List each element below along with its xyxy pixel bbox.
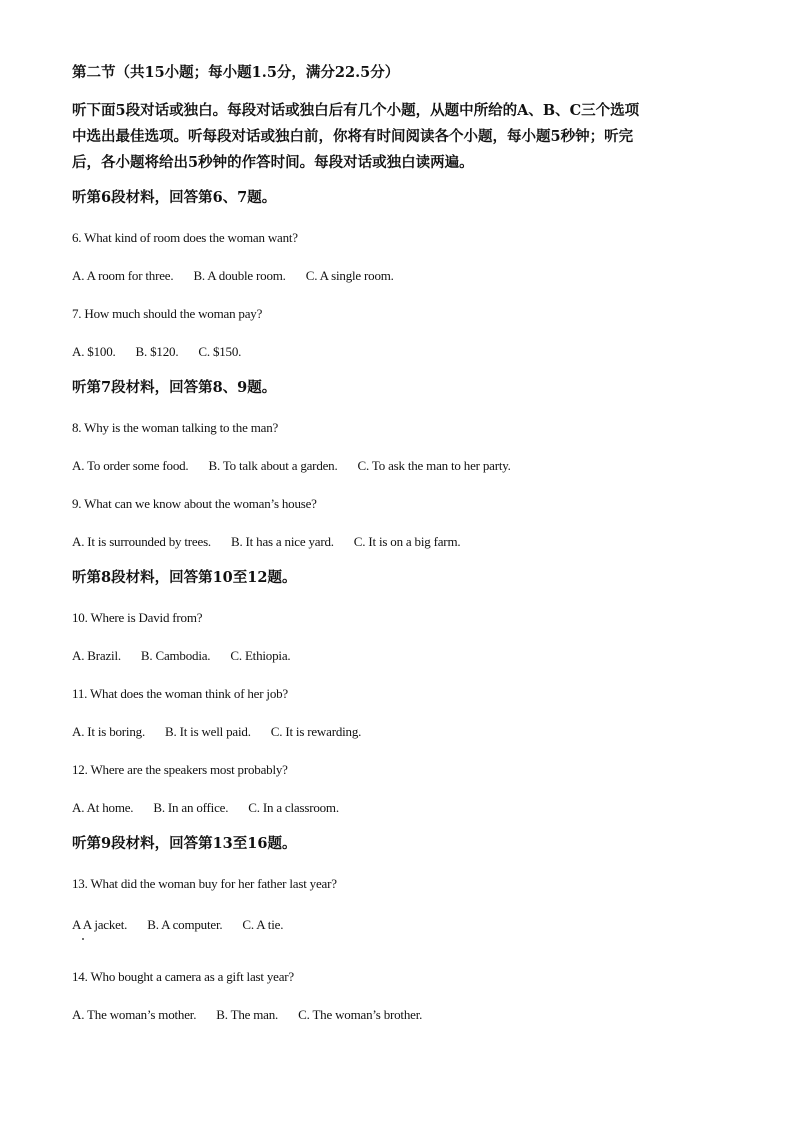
option-9c: C. It is on a big farm. — [353, 534, 461, 549]
question-10: 10. Where is David from? — [72, 610, 203, 625]
option-13c: C. A tie. — [242, 917, 284, 932]
option-13a: A A jacket. — [72, 917, 128, 932]
option-11c: C. It is rewarding. — [270, 724, 362, 739]
option-14b: B. The man. — [216, 1007, 279, 1022]
options-9 — [72, 535, 480, 548]
options-11 — [72, 725, 381, 738]
option-12a: A. At home. — [72, 800, 134, 815]
option-12c: C. In a classroom. — [248, 800, 339, 815]
question-12: 12. Where are the speakers most probably? — [72, 762, 288, 777]
option-10b: B. Cambodia. — [140, 648, 211, 663]
option-8a: A. To order some food. — [72, 458, 189, 473]
options-14 — [72, 1008, 442, 1021]
instructions-line-2: 中选出最佳选项。听每段对话或独白前，你将有时间阅读各个小题，每小题5秒钟；听完 — [72, 128, 634, 145]
instructions-line-1: 听下面5段对话或独白。每段对话或独白后有几个小题，从题中所给的A、B、C三个选项 — [72, 102, 640, 119]
stray-mark — [82, 938, 84, 940]
question-13: 13. What did the woman buy for her father last year? — [72, 876, 337, 891]
group-header-8: 听第8段材料，回答第10至12题。 — [72, 569, 297, 586]
option-14c: C. The woman’s brother. — [298, 1007, 423, 1022]
option-9b: B. It has a nice yard. — [230, 534, 334, 549]
option-11b: B. It is well paid. — [165, 724, 251, 739]
question-7: 7. How much should the woman pay? — [72, 306, 263, 321]
option-8c: C. To ask the man to her party. — [357, 458, 511, 473]
option-7a: A. $100. — [72, 344, 116, 359]
options-8 — [72, 459, 531, 472]
option-14a: A. The woman’s mother. — [72, 1007, 197, 1022]
instructions-line-3: 后，各小题将给出5秒钟的作答时间。每段对话或独白读两遍。 — [72, 154, 474, 171]
option-8b: B. To talk about a garden. — [208, 458, 338, 473]
option-6b: B. A double room. — [193, 268, 286, 283]
question-6: 6. What kind of room does the woman want? — [72, 230, 298, 245]
group-header-7: 听第7段材料，回答第8、9题。 — [72, 379, 277, 396]
question-11: 11. What does the woman think of her job? — [72, 686, 288, 701]
group-header-9: 听第9段材料，回答第13至16题。 — [72, 835, 297, 852]
option-10a: A. Brazil. — [72, 648, 121, 663]
option-13b: B. A computer. — [147, 917, 223, 932]
option-6c: C. A single room. — [305, 268, 394, 283]
option-6a: A. A room for three. — [72, 268, 174, 283]
option-7b: B. $120. — [135, 344, 179, 359]
options-13 — [72, 918, 303, 931]
group-header-6: 听第6段材料，回答第6、7题。 — [72, 189, 277, 206]
options-7 — [72, 345, 261, 358]
option-11a: A. It is boring. — [72, 724, 145, 739]
option-7c: C. $150. — [198, 344, 242, 359]
question-9: 9. What can we know about the woman’s house? — [72, 496, 317, 511]
options-12 — [72, 801, 359, 814]
option-9a: A. It is surrounded by trees. — [72, 534, 211, 549]
section-title: 第二节（共15小题；每小题1.5分，满分22.5分） — [72, 64, 400, 81]
option-10c: C. Ethiopia. — [230, 648, 291, 663]
question-14: 14. Who bought a camera as a gift last year? — [72, 969, 294, 984]
options-6 — [72, 269, 414, 282]
option-12b: B. In an office. — [153, 800, 229, 815]
question-8: 8. Why is the woman talking to the man? — [72, 420, 279, 435]
options-10 — [72, 649, 310, 662]
